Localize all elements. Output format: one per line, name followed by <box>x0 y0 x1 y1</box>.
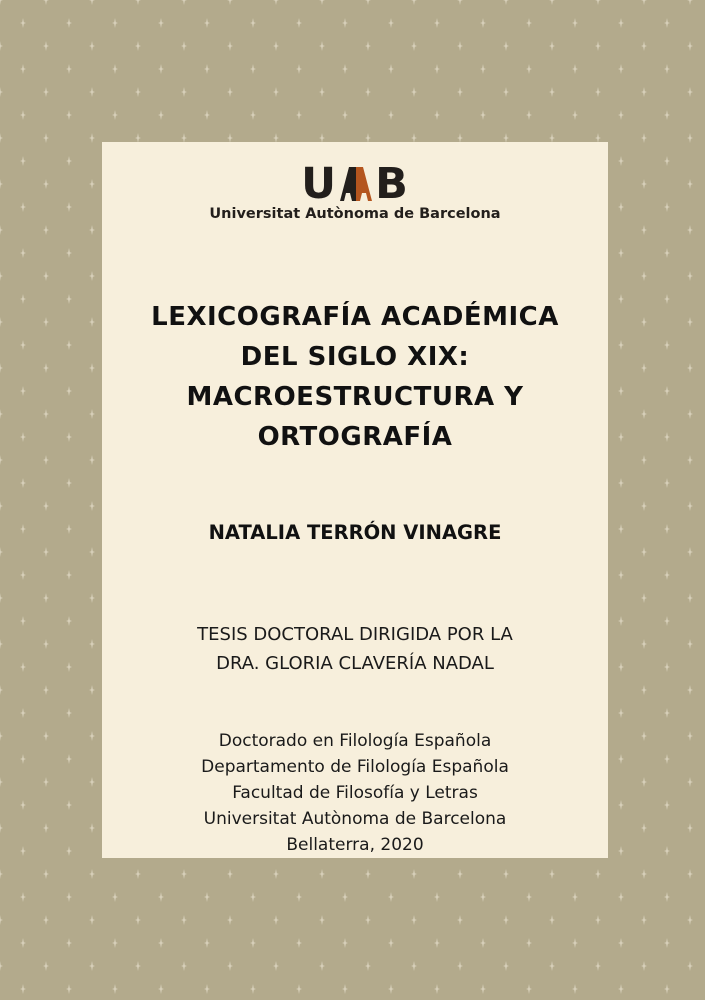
thesis-title <box>102 297 608 457</box>
program-line: Doctorado en Filología Española <box>218 731 492 751</box>
place-date-line: Bellaterra, 2020 <box>286 835 424 855</box>
title-line: MACROESTRUCTURA Y <box>186 382 524 412</box>
faculty-line: Facultad de Filosofía y Letras <box>232 783 478 803</box>
director-line: TESIS DOCTORAL DIRIGIDA POR LA <box>197 624 513 645</box>
thesis-director <box>102 620 608 678</box>
university-line: Universitat Autònoma de Barcelona <box>203 809 507 829</box>
logo-letter-a-icon <box>338 165 374 199</box>
department-line: Departamento de Filología Española <box>201 757 509 777</box>
institution-name: Universitat Autònoma de Barcelona <box>209 206 501 222</box>
title-line: ORTOGRAFÍA <box>257 422 453 452</box>
director-line: DRA. GLORIA CLAVERÍA NADAL <box>216 653 494 674</box>
cover-panel <box>102 142 608 858</box>
logo-letter-u: U <box>301 159 338 209</box>
title-line: DEL SIGLO XIX: <box>240 342 470 372</box>
uab-logo <box>102 159 608 209</box>
author-name: NATALIA TERRÓN VINAGRE <box>208 521 502 544</box>
logo-letter-b: B <box>375 159 409 209</box>
program-info <box>102 728 608 858</box>
title-line: LEXICOGRAFÍA ACADÉMICA <box>151 302 559 332</box>
